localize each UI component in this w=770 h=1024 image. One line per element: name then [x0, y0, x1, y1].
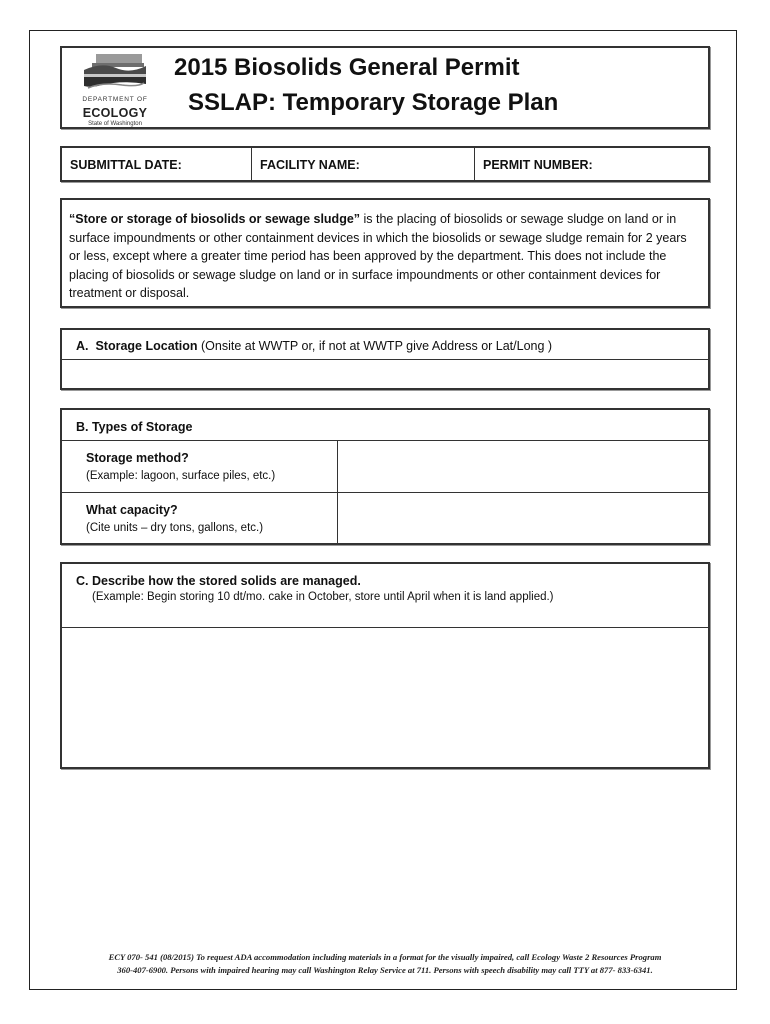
page-subtitle: SSLAP: Temporary Storage Plan	[188, 89, 559, 116]
storage-method-label-cell	[62, 441, 338, 492]
solids-management-textarea[interactable]	[62, 628, 708, 767]
logo-department-text: DEPARTMENT OF	[82, 96, 148, 103]
landscape-logo-icon	[82, 52, 148, 92]
capacity-row	[62, 493, 708, 545]
capacity-input[interactable]	[338, 493, 708, 545]
submittal-date-field[interactable]	[62, 148, 252, 180]
storage-method-question: Storage method?	[86, 451, 189, 465]
footer-line-1: ECY 070- 541 (08/2015) To request ADA accommodation including materials in a format for the visually impaired, call Ecology Waste 2 Resources Program	[108, 952, 662, 962]
footer-line-2: 360-407-6900. Persons with impaired hearing may call Washington Relay Service at 711. Persons with speech disability may call TTY at 877- 833-6341.	[117, 965, 653, 975]
definition-term: “Store or storage of biosolids or sewage sludge”	[69, 212, 361, 226]
storage-method-row	[62, 441, 708, 493]
storage-location-input[interactable]	[62, 360, 708, 389]
section-c-example: (Example: Begin storing 10 dt/mo. cake in October, store until April when it is land applied.)	[92, 591, 554, 603]
logo-agency-text: ECOLOGY	[82, 106, 148, 120]
capacity-question: What capacity?	[86, 503, 178, 517]
submittal-date-label: SUBMITTAL DATE:	[70, 158, 182, 172]
capacity-label-cell	[62, 493, 338, 545]
section-a-title: Storage Location	[95, 339, 198, 353]
section-b-types-of-storage	[60, 408, 710, 545]
storage-method-example: (Example: lagoon, surface piles, etc.)	[86, 470, 276, 482]
info-fields-row	[60, 146, 710, 182]
section-c-heading: C. Describe how the stored solids are managed.	[76, 574, 361, 588]
section-a-note: (Onsite at WWTP or, if not at WWTP give Address or Lat/Long )	[197, 339, 553, 353]
storage-method-input[interactable]	[338, 441, 708, 492]
section-a-storage-location	[60, 328, 710, 390]
definition-text: is the placing of biosolids or sewage sludge on land or in surface impoundments or other containment devices in which the biosolids or sewage sludge remain for 2 years or less, except where a greater time period has been approved by the department. This does not include the placing of biosolids or sewage sludge on land or in surface impoundments or other containment devices for treatment or disposal.	[69, 212, 687, 301]
permit-number-label: PERMIT NUMBER:	[483, 158, 593, 172]
logo-state-text: State of Washington	[88, 121, 142, 127]
permit-number-field[interactable]	[475, 148, 708, 180]
section-a-letter: A.	[76, 339, 89, 353]
section-a-heading	[62, 330, 708, 360]
form-footer	[40, 951, 730, 977]
facility-name-label: FACILITY NAME:	[260, 158, 360, 172]
storage-definition	[60, 198, 710, 308]
form-header	[60, 46, 710, 129]
ecology-logo	[80, 52, 150, 127]
page-title: 2015 Biosolids General Permit	[174, 54, 520, 81]
facility-name-field[interactable]	[252, 148, 475, 180]
capacity-example: (Cite units – dry tons, gallons, etc.)	[86, 522, 264, 534]
section-b-heading: B. Types of Storage	[62, 410, 708, 441]
section-c-heading-cell	[62, 564, 708, 628]
section-c-solids-management	[60, 562, 710, 769]
